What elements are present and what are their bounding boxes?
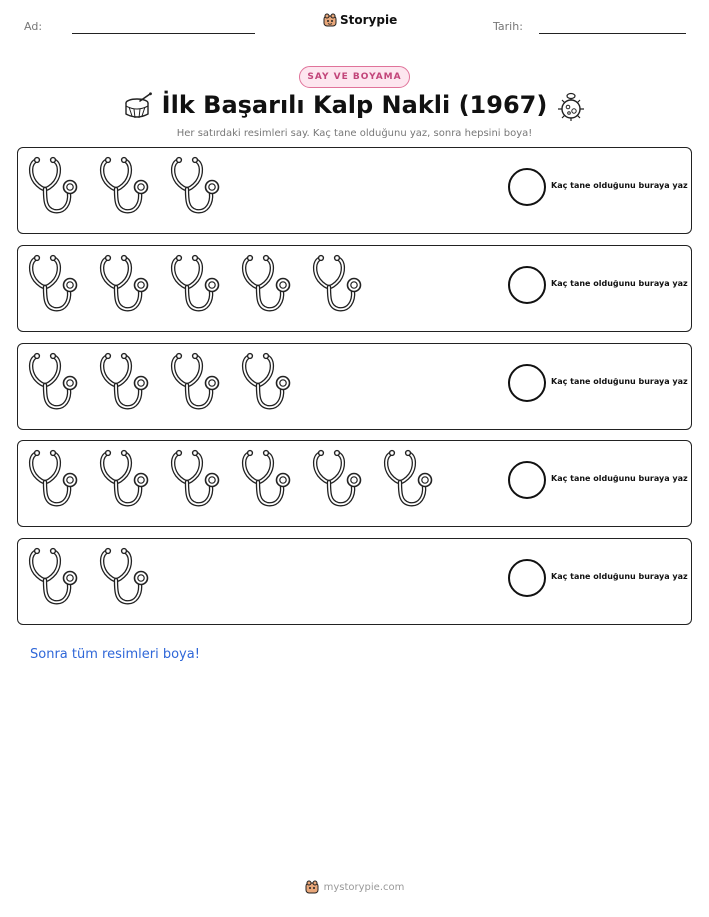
answer-label: Kaç tane olduğunu buraya yaz [551, 181, 688, 190]
stethoscope-icon [28, 155, 80, 217]
stethoscope-icon [383, 448, 435, 510]
date-line[interactable] [539, 33, 686, 34]
color-instruction: Sonra tüm resimleri boya! [30, 647, 200, 662]
stethoscope-icon [170, 448, 222, 510]
footer [0, 880, 709, 894]
stethoscope-icon [170, 351, 222, 413]
stethoscope-icon [312, 253, 364, 315]
stethoscope-icon [28, 253, 80, 315]
date-label: Tarih: [493, 20, 523, 33]
brand-name: Storypie [340, 13, 398, 27]
stethoscope-icon [170, 155, 222, 217]
stethoscope-icon [241, 351, 293, 413]
activity-badge: SAY VE BOYAMA [299, 66, 410, 88]
brand-logo [323, 13, 397, 27]
answer-circle[interactable] [508, 559, 546, 597]
count-row-4 [17, 440, 692, 527]
count-row-2 [17, 245, 692, 332]
answer-label: Kaç tane olduğunu buraya yaz [551, 474, 688, 483]
stethoscope-icon [28, 546, 80, 608]
footer-url[interactable]: mystorypie.com [323, 881, 405, 893]
stethoscope-icon [241, 448, 293, 510]
page-title: İlk Başarılı Kalp Nakli (1967) [161, 91, 548, 119]
stethoscope-icon [241, 253, 293, 315]
name-label: Ad: [24, 20, 43, 33]
count-row-3 [17, 343, 692, 430]
stethoscope-icon [312, 448, 364, 510]
storypie-mascot-icon [305, 880, 319, 894]
stethoscope-icon [99, 546, 151, 608]
stethoscope-icon [99, 155, 151, 217]
storypie-mascot-icon [323, 13, 337, 27]
stethoscope-icon [99, 351, 151, 413]
virus-icon [557, 92, 585, 122]
answer-circle[interactable] [508, 461, 546, 499]
answer-label: Kaç tane olduğunu buraya yaz [551, 377, 688, 386]
answer-label: Kaç tane olduğunu buraya yaz [551, 279, 688, 288]
stethoscope-icon [99, 448, 151, 510]
answer-label: Kaç tane olduğunu buraya yaz [551, 572, 688, 581]
stethoscope-icon [28, 351, 80, 413]
answer-circle[interactable] [508, 364, 546, 402]
instructions-subtitle: Her satırdaki resimleri say. Kaç tane olduğunu yaz, sonra hepsini boya! [176, 128, 533, 139]
stethoscope-icon [170, 253, 222, 315]
count-row-5 [17, 538, 692, 625]
count-row-1 [17, 147, 692, 234]
answer-circle[interactable] [508, 266, 546, 304]
stethoscope-icon [99, 253, 151, 315]
stethoscope-icon [28, 448, 80, 510]
name-line[interactable] [72, 33, 255, 34]
answer-circle[interactable] [508, 168, 546, 206]
